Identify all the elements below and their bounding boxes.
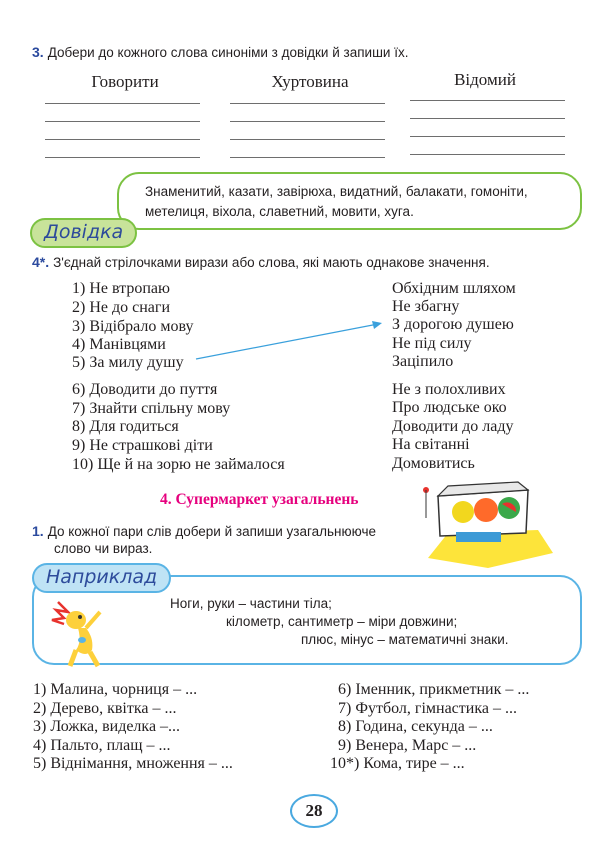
exercise-right-10[interactable]: 10*) Кома, тире – ... (330, 755, 465, 772)
hint-line-2: метелиця, віхола, славетний, мовити, хуга. (145, 204, 414, 219)
left-item-4[interactable]: 4) Манівцями (72, 336, 166, 353)
left-item-8[interactable]: 8) Для годиться (72, 418, 179, 435)
left-item-6[interactable]: 6) Доводити до пуття (72, 381, 218, 398)
task1-number: 1. (32, 523, 44, 539)
right-item-1[interactable]: Обхідним шляхом (392, 280, 516, 297)
exercise-left-2[interactable]: 2) Дерево, квітка – ... (33, 700, 177, 717)
exercise-left-1[interactable]: 1) Малина, чорниця – ... (33, 681, 198, 698)
task1-text-line2: слово чи вираз. (54, 541, 153, 556)
right-item-6[interactable]: Не з полохливих (392, 381, 506, 398)
example-line-3: плюс, мінус – математичні знаки. (301, 632, 509, 647)
right-item-10[interactable]: Домовитись (392, 455, 475, 472)
connect-arrow (190, 315, 390, 365)
right-item-4[interactable]: Не під силу (392, 335, 472, 352)
exercise-left-3[interactable]: 3) Ложка, виделка –... (33, 718, 181, 735)
hint-line-1: Знаменитий, казати, завірюха, видатний, балакати, гомоніти, (145, 184, 528, 199)
column-heading-1: Говорити (91, 72, 159, 91)
column-heading-2: Хуртовина (271, 72, 349, 91)
right-item-9[interactable]: На світанні (392, 436, 470, 453)
task4-text: З'єднай стрілочками вирази або слова, які мають однакове значення. (53, 255, 490, 270)
right-item-8[interactable]: Доводити до ладу (392, 418, 514, 435)
right-item-3[interactable]: З дорогою душею (392, 316, 514, 333)
hint-box (117, 172, 582, 230)
left-item-7[interactable]: 7) Знайти спільну мову (72, 400, 231, 417)
task3-text: Добери до кожного слова синоніми з довідки й запиши їх. (47, 45, 409, 60)
exercise-right-8[interactable]: 8) Година, секунда – ... (338, 718, 493, 735)
left-item-9[interactable]: 9) Не страшкові діти (72, 437, 213, 454)
right-item-5[interactable]: Заціпило (392, 353, 454, 370)
right-item-2[interactable]: Не збагну (392, 298, 460, 315)
section-title: 4. Супермаркет узагальнень (160, 491, 359, 508)
exercise-left-4[interactable]: 4) Пальто, плащ – ... (33, 737, 171, 754)
right-item-7[interactable]: Про людське око (392, 399, 507, 416)
left-item-5[interactable]: 5) За милу душу (72, 354, 184, 371)
cartoon-character-illustration (42, 592, 122, 672)
example-line-2: кілометр, сантиметр – міри довжини; (226, 614, 458, 629)
left-item-1[interactable]: 1) Не втропаю (72, 280, 170, 297)
task3-header (32, 44, 408, 62)
task4-number: 4*. (32, 254, 50, 270)
page-number: 28 (290, 794, 338, 828)
task1-header (32, 523, 376, 541)
task1-text-line1: До кожної пари слів добери й запиши узагальнююче (47, 524, 376, 539)
column-heading-3: Відомий (454, 70, 516, 89)
example-line-1: Ноги, руки – частини тіла; (170, 596, 332, 611)
hint-label: Довідка (30, 218, 137, 248)
exercise-right-7[interactable]: 7) Футбол, гімнастика – ... (338, 700, 517, 717)
task3-number: 3. (32, 44, 44, 60)
example-label: Наприклад (32, 563, 171, 593)
left-item-2[interactable]: 2) Не до снаги (72, 299, 171, 316)
left-item-3[interactable]: 3) Відібрало мову (72, 318, 194, 335)
exercise-left-5[interactable]: 5) Віднімання, множення – ... (33, 755, 233, 772)
left-item-10[interactable]: 10) Ще й на зорю не займалося (72, 456, 285, 473)
task4-header (32, 254, 490, 272)
supermarket-illustration (408, 478, 558, 568)
exercise-right-6[interactable]: 6) Іменник, прикметник – ... (338, 681, 530, 698)
exercise-right-9[interactable]: 9) Венера, Марс – ... (338, 737, 477, 754)
